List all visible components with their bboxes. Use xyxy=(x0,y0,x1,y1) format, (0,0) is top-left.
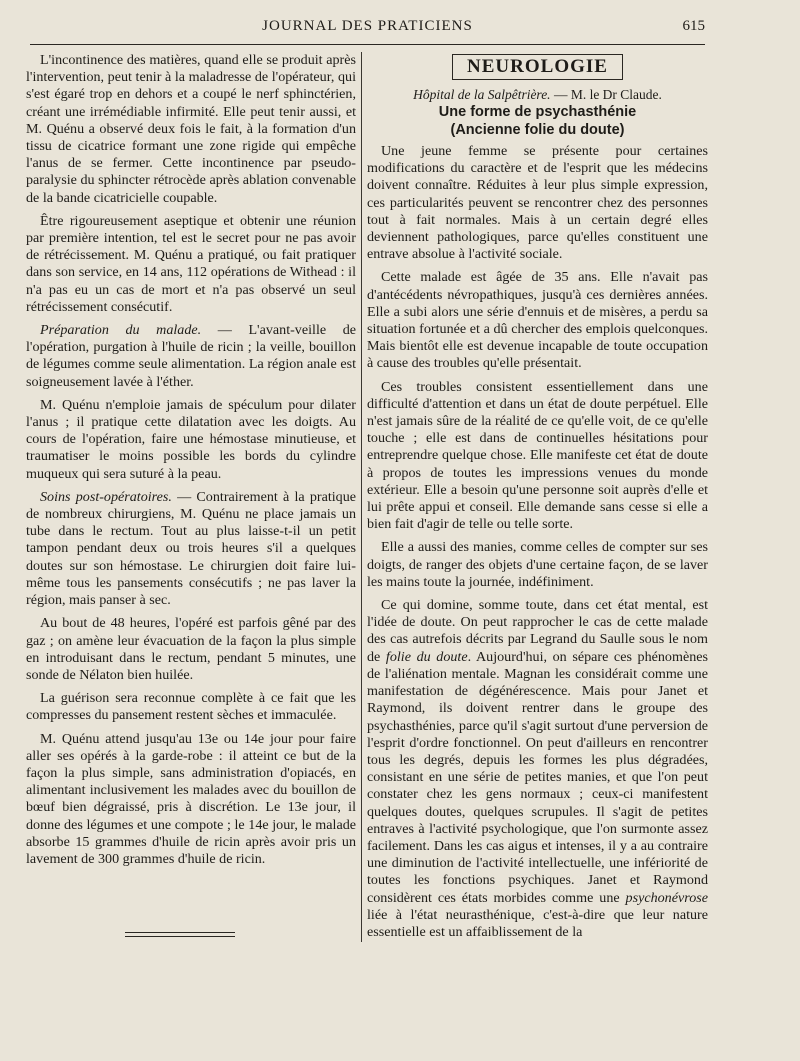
paragraph: Être rigoureusement aseptique et obtenir une réunion par première intention, tel est le secret pour ne pas avoir de rétrécissement. M. Quénu a pratiqué, ou fait pratiquer dans son service, en 14 ans, 112 opérations de Withead : il n'a pas eu un cas de mort et n'a pas observé un seul rétrécissement consécutif. xyxy=(26,212,356,315)
article-source xyxy=(367,86,708,103)
emphasis: psychonévrose xyxy=(625,889,708,906)
article-subtitle: (Ancienne folie du doute) xyxy=(450,122,625,138)
paragraph xyxy=(26,489,356,609)
paragraph: L'incontinence des matières, quand elle se produit après l'intervention, peut tenir à la maladresse de l'opérateur, qui s'est égaré trop en dehors et a coupé le nerf sphinctérien, créant une irrémédiable infirmité. Elle peut tenir aussi, et M. Quénu a observé deux fois le fait, à la formation d'un tissu de cicatrice formant une zone rigide qui empêche l'anus de se fermer. Cette incontinence par pseudo-paralysie du sphincter rétrocède après ablation convenable de la bande cicatricielle coupable. xyxy=(26,52,356,206)
subheading: Soins post-opératoires. xyxy=(40,488,172,505)
paragraph: La guérison sera reconnue complète à ce fait que les compresses du pansement restent sèches et immaculée. xyxy=(26,690,356,724)
journal-title: JOURNAL DES PRATICIENS xyxy=(262,18,473,34)
paragraph: Au bout de 48 heures, l'opéré est parfois gêné par des gaz ; on amène leur évacuation de la façon la plus simple en introduisant dans le rectum, pendant 5 minutes, une sonde de Nélaton bien huilée. xyxy=(26,615,356,683)
subheading: Préparation du malade. xyxy=(40,322,202,339)
paragraph xyxy=(26,322,356,391)
hospital-name: Hôpital de la Salpêtrière. xyxy=(413,87,551,102)
emphasis: folie du doute xyxy=(385,648,468,665)
section-title xyxy=(367,54,708,80)
paragraph: Elle a aussi des manies, comme celles de compter sur ses doigts, de ranger des objets d'une certaine façon, de se laver les mains toute la journée, indéfiniment. xyxy=(367,539,708,590)
paragraph-text: — L'avant-veille de l'opération, purgation à l'huile de ricin ; la veille, bouillon de légumes comme seule alimentation. La région anale est soigneusement lavée à l'éther. xyxy=(26,322,356,390)
paragraph: Une jeune femme se présente pour certaines modifications du caractère et de l'esprit que les médecins doivent connaître. Réduites à leur plus simple expression, ces particularités peuvent se rencontrer chez des personnes tout à fait normales. Mais à un certain degré elles deviennent pathologiques, parce qu'elles constituent une entrave absolue à l'activité sociale. xyxy=(367,143,708,263)
article-title: Une forme de psychasthénie xyxy=(438,104,637,120)
paragraph-text: . Aujourd'hui, on sépare ces phénomènes de l'aliénation mentale. Magnan les considérait comme une manifestation de dégénérescence. Mais pour Janet et Raymond, ils doivent rentrer dans le groupe des psychasthénies, parce qu'il s'agit surtout d'une perversion de l'esprit d'ordre fonctionnel. On peut d'ailleurs en rencontrer tous les degrés, depuis les formes les plus dégradées, consistant en une série de petites manies, et que l'on peut constater chez les gens normaux ; ceux-ci manifestent quelques doutes, quelques scrupules. Il s'agit de petites entraves à l'activité psychologique, que l'on surmonte assez facilement. Dans les cas aigus et intenses, il y a au contraire une diminution de l'activité intellectuelle, une infériorité de toutes les fonctions psychiques. Janet et Raymond considèrent ces états morbides comme une xyxy=(367,648,708,906)
column-divider xyxy=(361,52,362,942)
end-rule xyxy=(125,936,235,937)
page-number: 615 xyxy=(682,18,705,34)
paragraph: Cette malade est âgée de 35 ans. Elle n'avait pas d'antécédents névropathiques, jusqu'à ces dernières années. Elle a subi alors une série d'ennuis et de misères, a perdu sa situation fortunée et a dû chercher des emplois quelconques. Mais bientôt elle est devenue incapable de toute occupation à cause des troubles qu'elle présentait. xyxy=(367,269,708,372)
paragraph xyxy=(367,597,708,941)
paragraph-text: — Contrairement à la pratique de nombreux chirurgiens, M. Quénu ne place jamais un tube dans le rectum. Tout au plus laisse-t-il un petit tampon pendant deux ou trois heures s'il a quelques doutes sur son hémostase. Le chirurgien doit faire lui-même tous les pansements consécutifs ; ne pas laver la région, mais panser à sec. xyxy=(26,488,356,609)
left-column xyxy=(26,52,356,874)
end-rule xyxy=(125,932,235,933)
paragraph-text: Ce qui domine, somme toute, dans cet état mental, est l'idée de doute. On peut rapprocher le cas de cette malade des cas autrefois décrits par Legrand du Saulle sous le nom de xyxy=(367,597,708,665)
paragraph: M. Quénu n'emploie jamais de spéculum pour dilater l'anus ; il pratique cette dilatation avec les doigts. Au cours de l'opération, faire une hémostase minutieuse, et traumatiser le moins possible les bords du cylindre muqueux qui sera suturé à la peau. xyxy=(26,396,356,482)
author: — M. le Dr Claude. xyxy=(550,87,662,102)
paragraph-text: liée à l'état neurasthénique, c'est-à-dire que leur nature essentielle est un affaiblissement de la xyxy=(367,906,708,940)
right-column xyxy=(367,52,708,947)
section-label: NEUROLOGIE xyxy=(452,54,623,80)
paragraph: Ces troubles consistent essentiellement dans une difficulté d'attention et dans un état de doute perpétuel. Elle n'est jamais sûre de la réalité de ce qu'elle voit, de ce qu'elle touche ; elle est dans de continuelles hésitations pour entreprendre quelque chose. Elle manifeste cet état de doute à propos de toutes les impressions venues du monde extérieur. Elle a besoin qu'une personne soit auprès d'elle et lui prête appui et conseil. Elle demande sans cesse si elle a bien fait d'agir de telle ou telle sorte. xyxy=(367,378,708,533)
page-header xyxy=(30,18,705,45)
paragraph: M. Quénu attend jusqu'au 13e ou 14e jour pour faire aller ses opérés à la garde-robe : il atteint ce but de la façon la plus simple, sans administration d'opiacés, en alimentant inclusivement les malades avec du bouillon de bœuf bien dégraissé, pris à discrétion. Le 13e jour, il donne des légumes et une compote ; le 14e jour, le malade absorbe 15 grammes d'huile de ricin après avoir pris un lavement de 300 grammes d'huile de ricin. xyxy=(26,730,356,867)
